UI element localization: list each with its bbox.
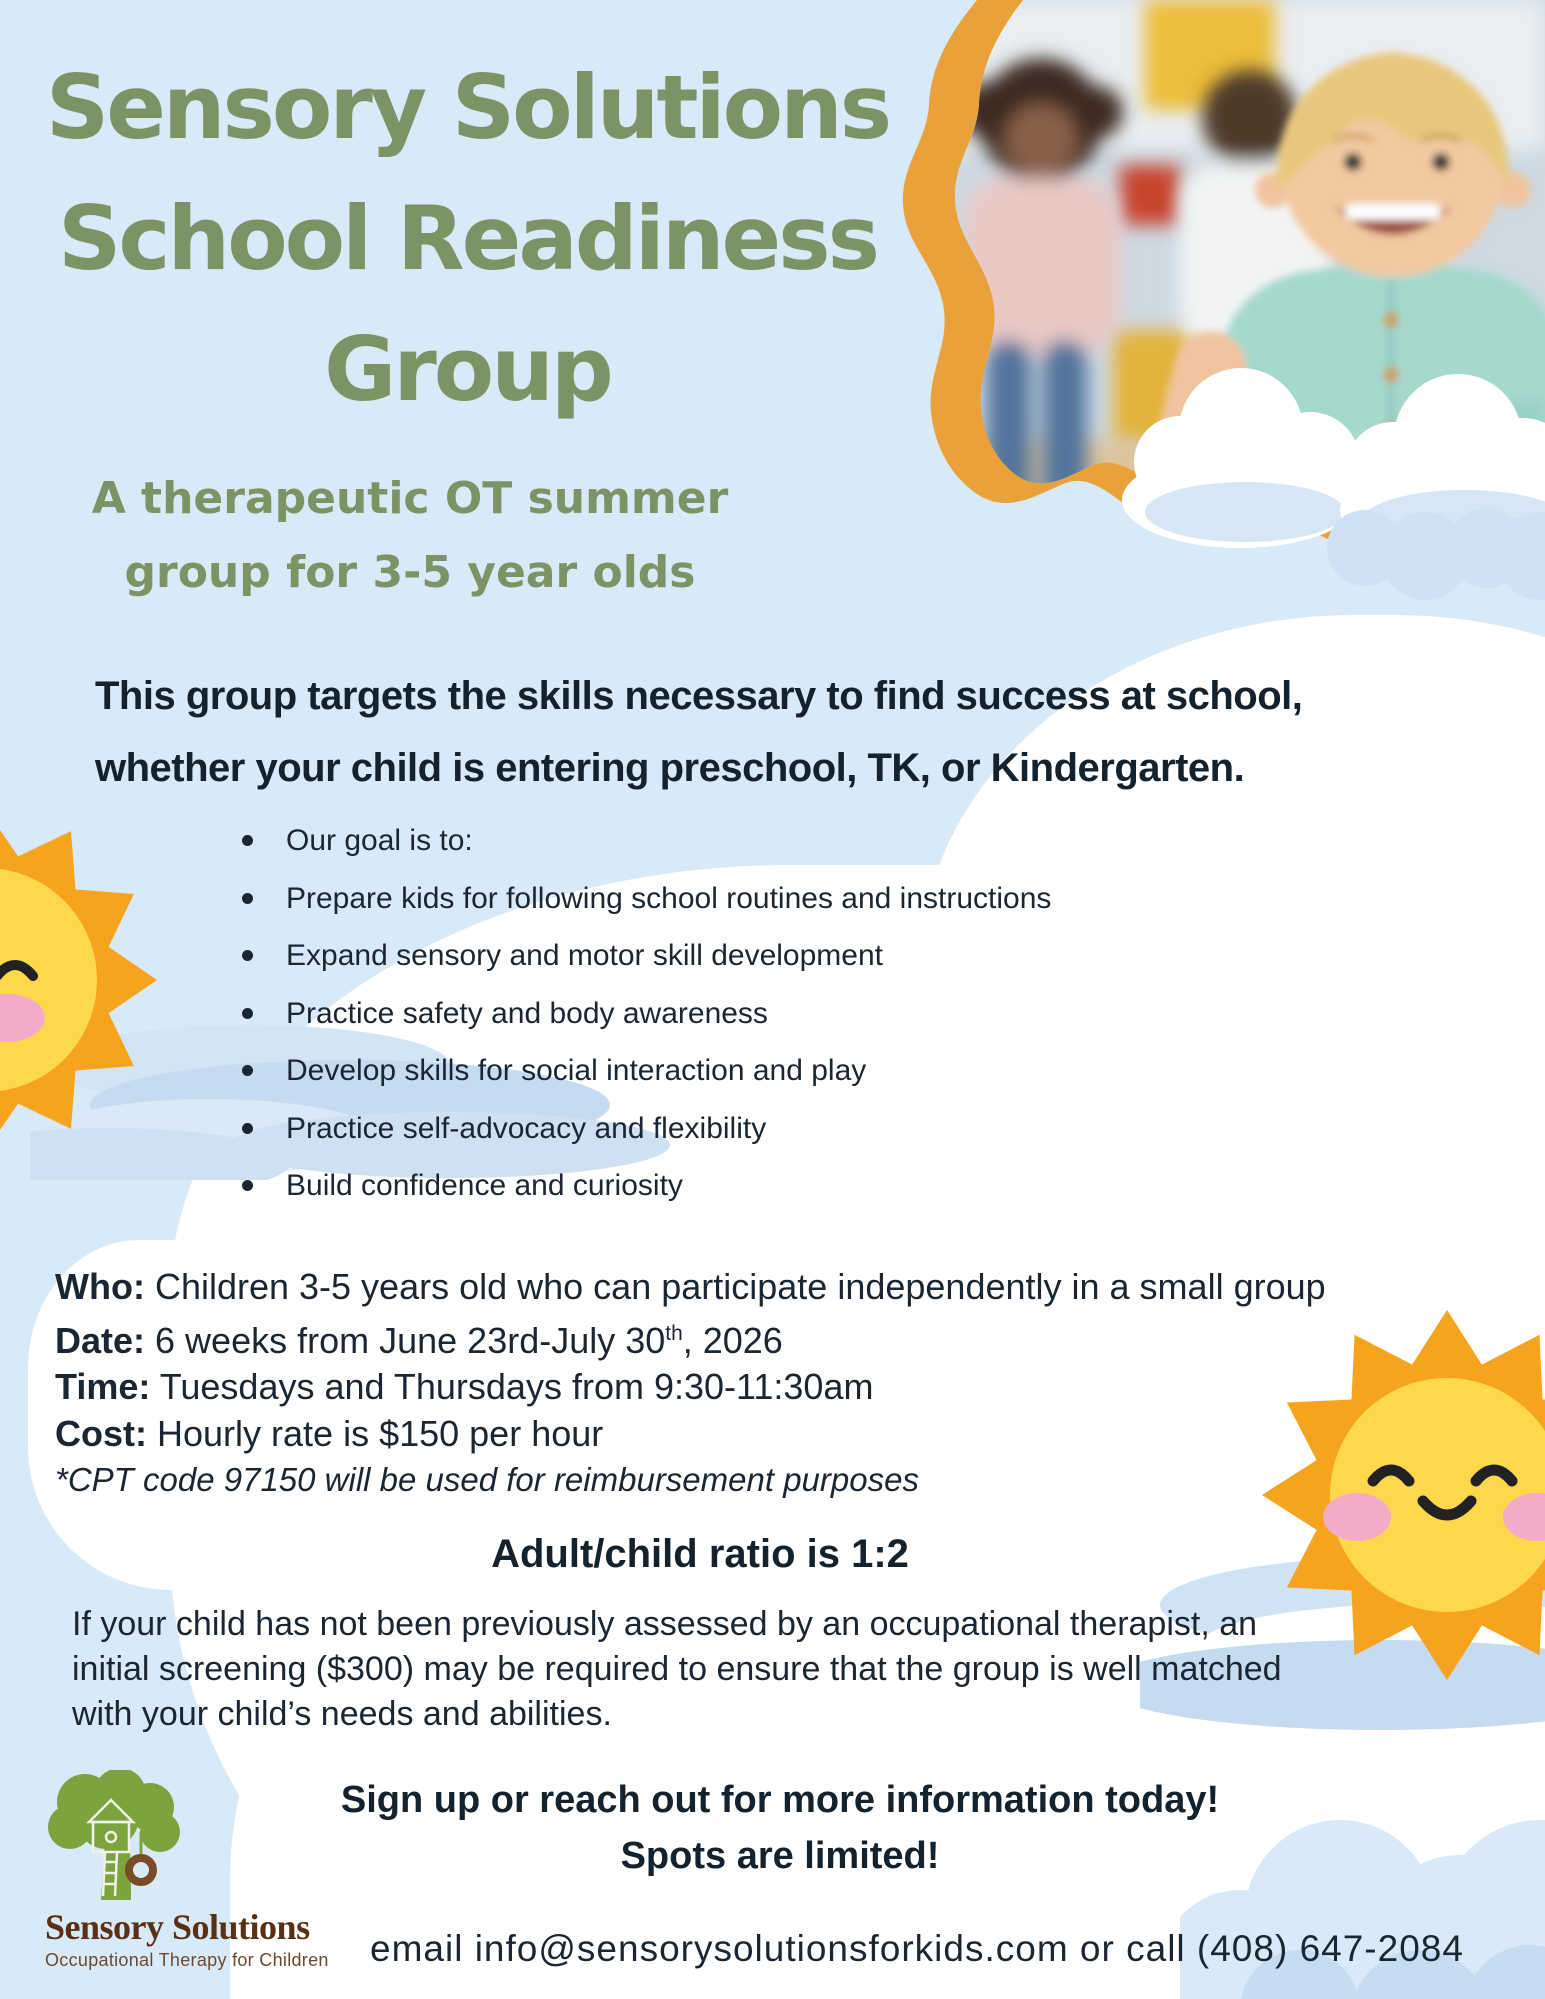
title-line: Group <box>324 318 611 421</box>
list-item: Expand sensory and motor skill development <box>242 927 1051 985</box>
intro-line: whether your child is entering preschool, TK, or Kindergarten. <box>95 746 1245 790</box>
cpt-note: *CPT code 97150 will be used for reimbursement purposes <box>55 1461 919 1498</box>
list-item: Prepare kids for following school routines and instructions <box>242 870 1051 928</box>
logo-name: Sensory Solutions <box>45 1907 310 1947</box>
detail-row-date <box>55 1311 1326 1365</box>
sun-icon <box>0 790 165 1170</box>
detail-row-time <box>55 1364 1326 1411</box>
title-line: Sensory Solutions <box>45 56 890 159</box>
subtitle <box>60 462 760 610</box>
subtitle-line: group for 3-5 year olds <box>124 547 696 598</box>
screening-line: initial screening ($300) may be required to ensure that the group is well matched <box>72 1650 1282 1688</box>
company-logo <box>45 1770 365 1971</box>
list-item: Practice self-advocacy and flexibility <box>242 1100 1051 1158</box>
treehouse-logo-icon <box>45 1770 180 1902</box>
detail-value: Children 3-5 years old who can participate independently in a small group <box>144 1266 1326 1307</box>
screening-note <box>72 1602 1282 1737</box>
cta-line: Sign up or reach out for more information today! <box>340 1779 1220 1821</box>
title-line: School Readiness <box>58 187 877 290</box>
detail-label: Date: <box>55 1319 146 1361</box>
list-item: Develop skills for social interaction and play <box>242 1042 1051 1100</box>
goals-list <box>242 812 1051 1215</box>
screening-line: with your child’s needs and abilities. <box>72 1695 612 1733</box>
ratio-statement: Adult/child ratio is 1:2 <box>491 1532 909 1576</box>
logo-tagline: Occupational Therapy for Children <box>45 1950 329 1970</box>
detail-row-who <box>55 1264 1326 1311</box>
subtitle-line: A therapeutic OT summer <box>91 473 729 524</box>
program-details <box>55 1264 1326 1504</box>
ordinal-suffix: th <box>665 1321 683 1345</box>
detail-value: 6 weeks from June 23rd-July 30 <box>145 1319 666 1361</box>
detail-row-cost <box>55 1411 1326 1458</box>
detail-value: , 2026 <box>682 1319 783 1361</box>
intro-paragraph <box>95 660 1495 804</box>
list-item: Our goal is to: <box>242 812 1051 870</box>
detail-label: Time: <box>55 1366 151 1407</box>
cta-line: Spots are limited! <box>620 1835 940 1877</box>
intro-line: This group targets the skills necessary to find success at school, <box>95 674 1303 718</box>
contact-info: email info@sensorysolutionsforkids.com or call (408) 647-2084 <box>370 1928 1464 1969</box>
detail-value: Tuesdays and Thursdays from 9:30-11:30am <box>150 1366 874 1407</box>
detail-label: Cost: <box>55 1412 147 1454</box>
list-item: Practice safety and body awareness <box>242 985 1051 1043</box>
screening-line: If your child has not been previously assessed by an occupational therapist, an <box>72 1605 1258 1643</box>
detail-value: Hourly rate is $150 per hour <box>147 1412 604 1454</box>
page-title <box>35 42 900 435</box>
detail-label: Who: <box>55 1266 145 1307</box>
list-item: Build confidence and curiosity <box>242 1157 1051 1215</box>
